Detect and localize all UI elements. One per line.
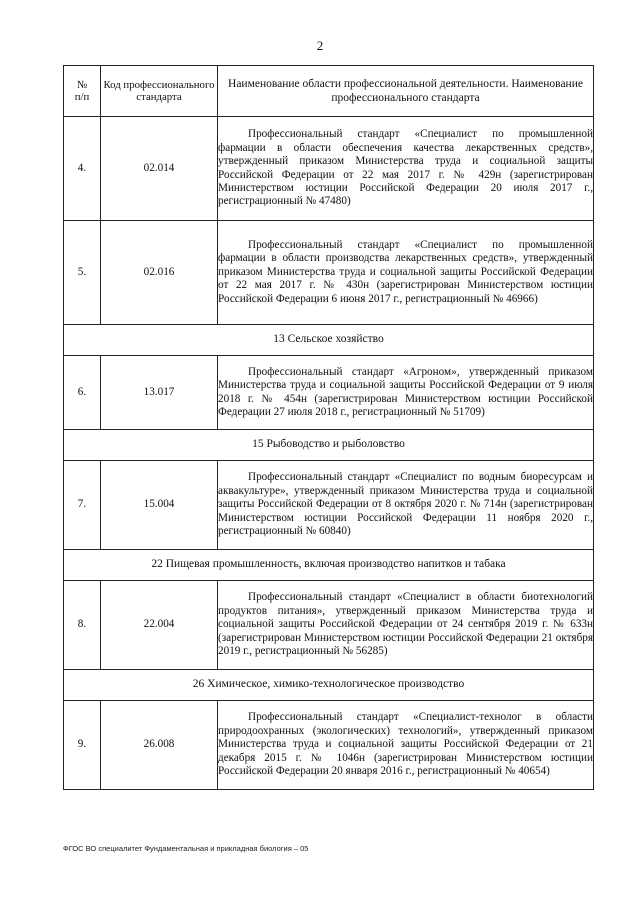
row-number: 7. <box>64 461 101 550</box>
section-title: 26 Химическое, химико-технологическое производство <box>64 670 594 701</box>
footer-note: ФГОС ВО специалитет Фундаментальная и прикладная биология – 05 <box>63 844 309 853</box>
row-number: 6. <box>64 356 101 430</box>
standard-description: Профессиональный стандарт «Специалист по промышленной фармации в области производства лекарственных средств», утвержденный приказом Министерства труда и социальной защиты Российской Федерации от 22 мая 2017 г. № 430н (зарегистрирован Министерством юстиции Российской Федерации 6 июня 2017 г., регистрационный № 46966) <box>218 221 594 325</box>
page-number: 2 <box>316 38 324 53</box>
section-row <box>64 325 594 356</box>
table-row <box>64 581 594 670</box>
section-title: 22 Пищевая промышленность, включая производство напитков и табака <box>64 550 594 581</box>
table-header-row <box>64 66 594 117</box>
standard-code: 13.017 <box>101 356 218 430</box>
standard-code: 02.014 <box>101 117 218 221</box>
row-number: 5. <box>64 221 101 325</box>
header-code: Код профессионального стандарта <box>101 66 218 117</box>
section-row <box>64 550 594 581</box>
header-number: № п/п <box>64 66 101 117</box>
standard-code: 15.004 <box>101 461 218 550</box>
standards-table <box>63 65 594 790</box>
standard-description: Профессиональный стандарт «Агроном», утвержденный приказом Министерства труда и социальной защиты Российской Федерации от 9 июля 2018 г. № 454н (зарегистрирован Министерством юстиции Российской Федерации 27 июля 2018 г., регистрационный № 51709) <box>218 356 594 430</box>
standard-description: Профессиональный стандарт «Специалист по промышленной фармации в области обеспечения качества лекарственных средств», утвержденный приказом Министерства труда и социальной защиты Российской Федерации от 22 мая 2017 г. № 429н (зарегистрирован Министерством юстиции Российской Федерации 20 июля 2017 г., регистрационный № 47480) <box>218 117 594 221</box>
table-row <box>64 117 594 221</box>
section-row <box>64 430 594 461</box>
table-row <box>64 461 594 550</box>
standard-description: Профессиональный стандарт «Специалист в области биотехнологий продуктов питания», утвержденный приказом Министерства труда и социальной защиты Российской Федерации от 24 сентября 2019 г. № 633н (зарегистрирован Министерством юстиции Российской Федерации 21 октября 2019 г., регистрационный № 56285) <box>218 581 594 670</box>
row-number: 8. <box>64 581 101 670</box>
row-number: 4. <box>64 117 101 221</box>
table-row <box>64 221 594 325</box>
standard-description: Профессиональный стандарт «Специалист по водным биоресурсам и аквакультуре», утвержденный приказом Министерства труда и социальной защиты Российской Федерации от 8 октября 2020 г. № 714н (зарегистрирован Министерством юстиции Российской Федерации 11 ноября 2020 г., регистрационный № 60840) <box>218 461 594 550</box>
section-title: 13 Сельское хозяйство <box>64 325 594 356</box>
standard-code: 26.008 <box>101 701 218 790</box>
header-name: Наименование области профессиональной деятельности. Наименование профессионального стандарта <box>218 66 594 117</box>
section-title: 15 Рыбоводство и рыболовство <box>64 430 594 461</box>
standard-code: 22.004 <box>101 581 218 670</box>
standard-description: Профессиональный стандарт «Специалист-технолог в области природоохранных (экологических) технологий», утвержденный приказом Министерства труда и социальной защиты Российской Федерации от 21 декабря 2015 г. № 1046н (зарегистрирован Министерством юстиции Российской Федерации 20 января 2016 г., регистрационный № 40654) <box>218 701 594 790</box>
section-row <box>64 670 594 701</box>
standard-code: 02.016 <box>101 221 218 325</box>
row-number: 9. <box>64 701 101 790</box>
table-row <box>64 356 594 430</box>
table-row <box>64 701 594 790</box>
